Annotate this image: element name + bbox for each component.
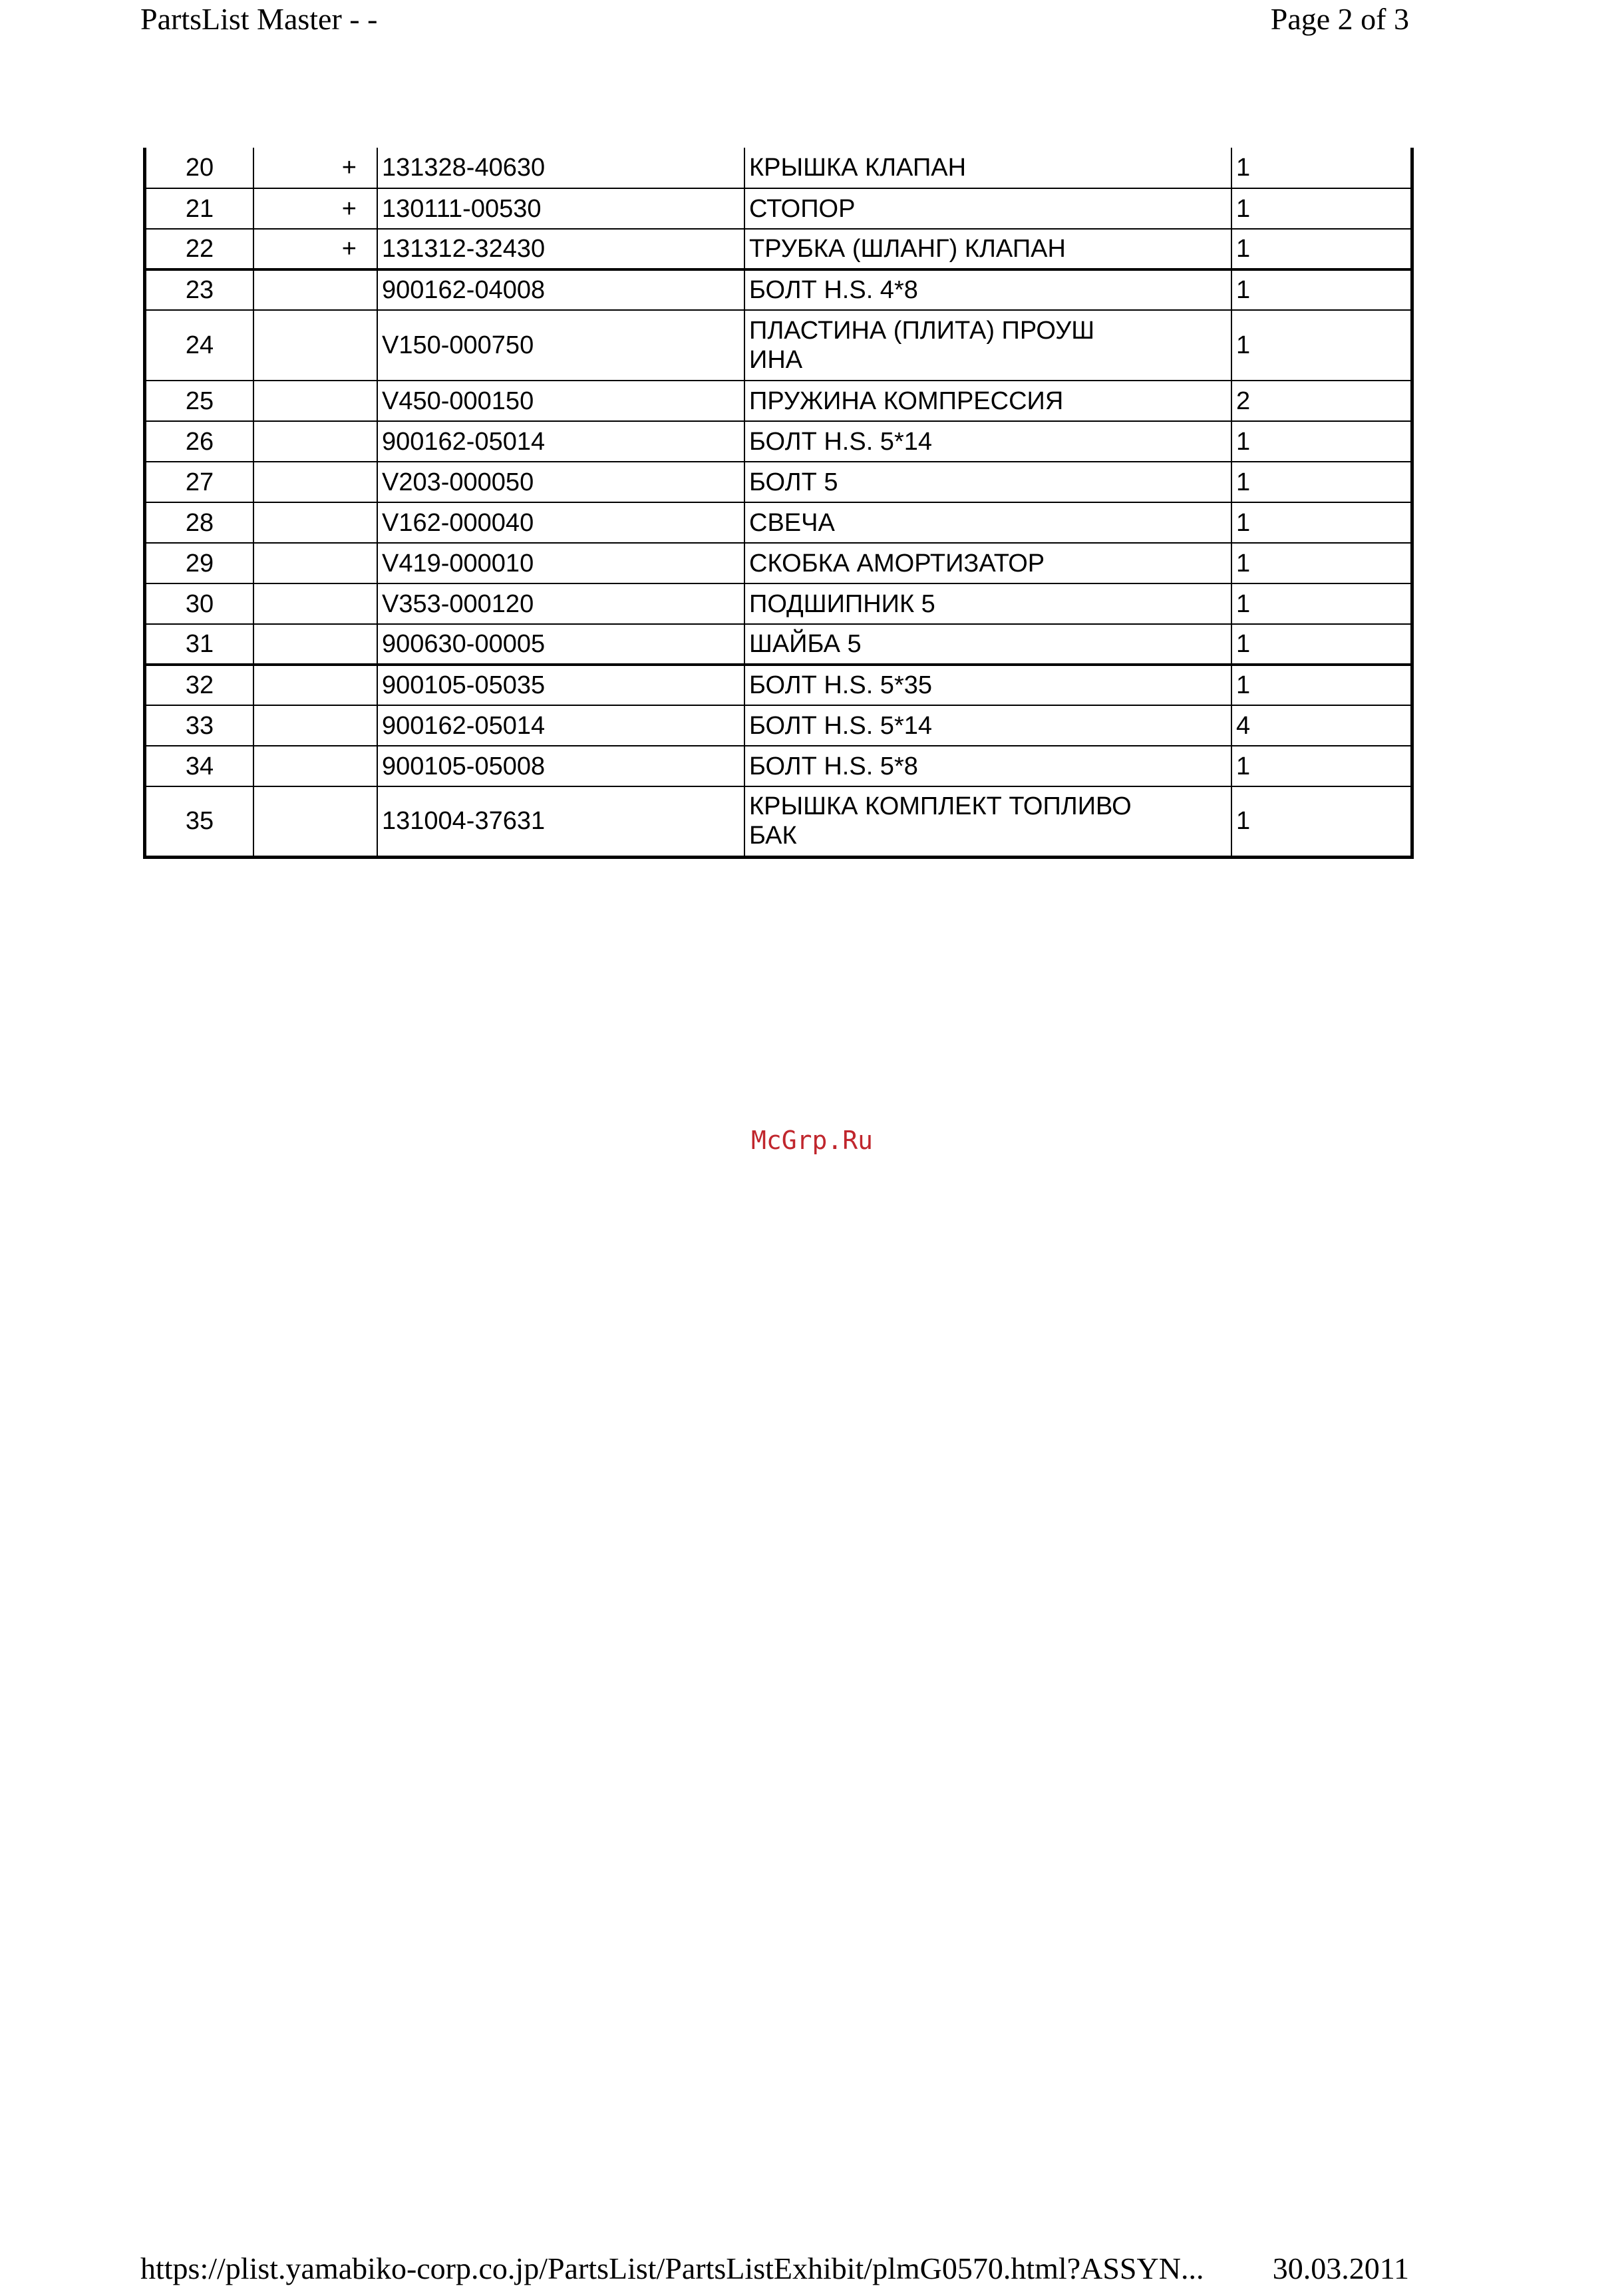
item-number-cell: 29 [145,543,254,583]
mark-cell [253,269,377,310]
table-row [145,269,1412,310]
part-number-cell: 130111-00530 [377,188,744,229]
table-row [145,543,1412,583]
mark-cell [253,665,377,705]
description-text: БОЛТ H.S. 4*8 [749,276,918,304]
part-number-cell: 900162-05014 [377,421,744,462]
description-cell [744,746,1231,786]
description-cell [744,543,1231,583]
part-number-cell: V162-000040 [377,502,744,543]
description-cell [744,310,1231,381]
quantity-cell: 1 [1231,148,1412,188]
part-number-cell: 131004-37631 [377,786,744,857]
description-cell [744,148,1231,188]
page-indicator: Page 2 of 3 [1270,2,1409,36]
quantity-cell: 1 [1231,310,1412,381]
description-text: ПРУЖИНА КОМПРЕССИЯ [749,387,1064,415]
description-text: БОЛТ 5 [749,468,838,496]
description-text: ПЛАСТИНА (ПЛИТА) ПРОУШ ИНА [749,317,1095,374]
description-cell [744,462,1231,502]
item-number-cell: 23 [145,269,254,310]
description-text: БОЛТ H.S. 5*14 [749,427,932,456]
description-cell [744,269,1231,310]
table-row [145,665,1412,705]
mark-cell [253,746,377,786]
mark-cell [253,786,377,857]
footer-date: 30.03.2011 [1272,2251,1409,2285]
mark-cell [253,421,377,462]
quantity-cell: 1 [1231,229,1412,269]
mark-cell [253,624,377,665]
description-text: ПОДШИПНИК 5 [749,589,935,618]
description-text: СКОБКА АМОРТИЗАТОР [749,549,1045,577]
description-cell [744,229,1231,269]
quantity-cell: 1 [1231,462,1412,502]
part-number-cell: 131312-32430 [377,229,744,269]
item-number-cell: 20 [145,148,254,188]
description-text: ШАЙБА 5 [749,630,862,658]
description-cell [744,665,1231,705]
description-cell [744,624,1231,665]
quantity-cell: 1 [1231,269,1412,310]
quantity-cell: 2 [1231,381,1412,421]
table-row [145,462,1412,502]
table-row [145,188,1412,229]
table-row [145,502,1412,543]
description-cell [744,502,1231,543]
quantity-cell: 1 [1231,665,1412,705]
item-number-cell: 31 [145,624,254,665]
table-row [145,310,1412,381]
description-cell [744,786,1231,857]
part-number-cell: V150-000750 [377,310,744,381]
description-cell [744,381,1231,421]
quantity-cell: 1 [1231,502,1412,543]
item-number-cell: 25 [145,381,254,421]
description-text: ТРУБКА (ШЛАНГ) КЛАПАН [749,235,1066,263]
item-number-cell: 34 [145,746,254,786]
mark-cell [253,543,377,583]
description-text: СВЕЧА [749,508,835,537]
description-cell [744,421,1231,462]
description-cell [744,583,1231,624]
part-number-cell: 900630-00005 [377,624,744,665]
mark-cell: + [253,148,377,188]
quantity-cell: 1 [1231,188,1412,229]
quantity-cell: 1 [1231,583,1412,624]
mark-cell [253,502,377,543]
mark-cell [253,462,377,502]
part-number-cell: 900105-05035 [377,665,744,705]
description-text: КРЫШКА КЛАПАН [749,154,967,182]
description-text: КРЫШКА КОМПЛЕКТ ТОПЛИВО БАК [749,792,1132,850]
mark-cell [253,310,377,381]
description-cell [744,188,1231,229]
part-number-cell: V450-000150 [377,381,744,421]
part-number-cell: V353-000120 [377,583,744,624]
table-row [145,583,1412,624]
document-title: PartsList Master - - [140,2,378,36]
item-number-cell: 21 [145,188,254,229]
item-number-cell: 22 [145,229,254,269]
table-row [145,624,1412,665]
footer-url: https://plist.yamabiko-corp.co.jp/PartsList/PartsListExhibit/plmG0570.html?ASSYN... [140,2251,1204,2285]
table-row [145,421,1412,462]
table-row [145,229,1412,269]
mark-cell [253,705,377,746]
description-text: БОЛТ H.S. 5*14 [749,711,932,740]
quantity-cell: 1 [1231,624,1412,665]
item-number-cell: 26 [145,421,254,462]
quantity-cell: 1 [1231,746,1412,786]
watermark-text: McGrp.Ru [750,1126,874,1155]
parts-table-body [145,148,1412,857]
part-number-cell: 900162-04008 [377,269,744,310]
description-text: БОЛТ H.S. 5*8 [749,752,918,780]
item-number-cell: 27 [145,462,254,502]
table-row [145,746,1412,786]
mark-cell: + [253,188,377,229]
description-cell [744,705,1231,746]
description-text: СТОПОР [749,194,856,223]
table-row [145,148,1412,188]
item-number-cell: 32 [145,665,254,705]
mark-cell [253,583,377,624]
part-number-cell: 900162-05014 [377,705,744,746]
mark-cell [253,381,377,421]
description-text: БОЛТ H.S. 5*35 [749,671,932,699]
quantity-cell: 1 [1231,786,1412,857]
table-row [145,705,1412,746]
item-number-cell: 30 [145,583,254,624]
parts-table [143,148,1414,859]
part-number-cell: V203-000050 [377,462,744,502]
quantity-cell: 1 [1231,421,1412,462]
item-number-cell: 33 [145,705,254,746]
part-number-cell: 131328-40630 [377,148,744,188]
item-number-cell: 28 [145,502,254,543]
quantity-cell: 4 [1231,705,1412,746]
part-number-cell: V419-000010 [377,543,744,583]
part-number-cell: 900105-05008 [377,746,744,786]
table-row [145,381,1412,421]
quantity-cell: 1 [1231,543,1412,583]
item-number-cell: 24 [145,310,254,381]
item-number-cell: 35 [145,786,254,857]
mark-cell: + [253,229,377,269]
table-row [145,786,1412,857]
